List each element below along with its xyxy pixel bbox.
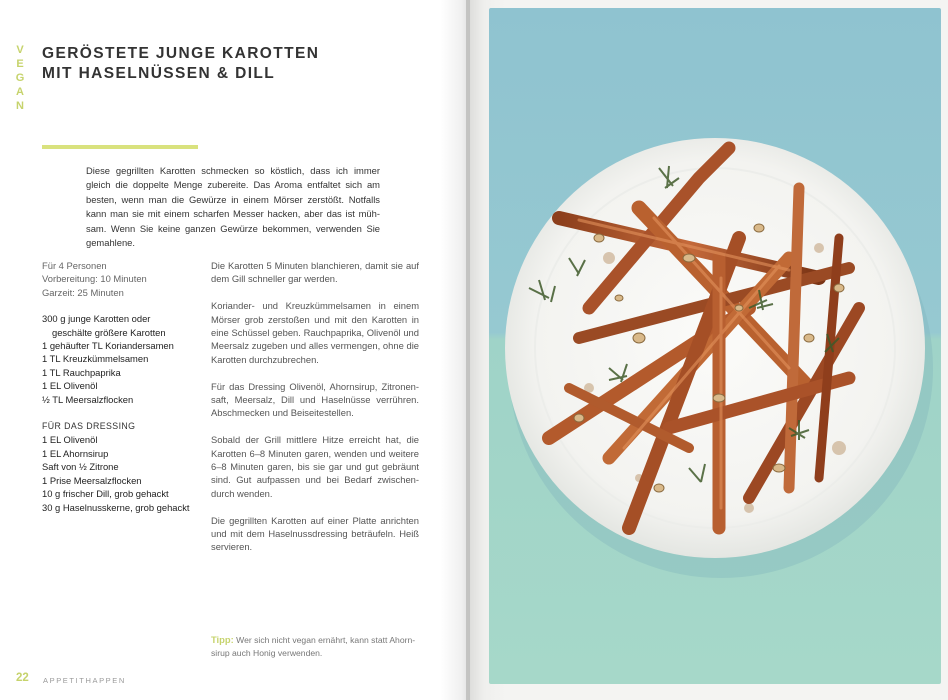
- tip-text: Wer sich nicht vegan ernährt, kann statt Ahornsirup auch Honig verwenden.: [211, 635, 416, 658]
- recipe-title: [42, 44, 422, 84]
- dressing-salt: 1 Prise Meersalzflocken: [42, 474, 142, 486]
- title-divider: [42, 145, 198, 149]
- ingredient-paprika: 1 TL Rauchpaprika: [42, 366, 121, 378]
- dressing-lemon: Saft von ½ Zitrone: [42, 461, 119, 473]
- ingredient-carrots: 300 g junge Karotten oder: [42, 313, 151, 325]
- food-photo: [489, 8, 941, 684]
- ingredient-carrots-cont: geschälte größere Karotten: [52, 326, 166, 338]
- dressing-hazelnuts: 30 g Haselnusskerne, grob gehackt: [42, 501, 190, 513]
- cook-time: Garzeit: 25 Minuten: [42, 286, 124, 298]
- dressing-dill: 10 g frischer Dill, grob gehackt: [42, 488, 169, 500]
- prep-time: Vorbereitung: 10 Minuten: [42, 273, 147, 285]
- method-step: Sobald der Grill mittlere Hitze erreicht hat, die Karotten 6–8 Minuten garen, wenden und weitere 6–8 Minuten garen, bis sie gar und gut gebräunt sind. Gut aufpassen und bei Bedarf zwischendurch wenden.: [211, 434, 419, 499]
- method-step: Für das Dressing Olivenöl, Ahornsirup, Zitronensaft, Meersalz, Dill und Haselnüsse verrühren. Abschmecken und Beiseitestellen.: [211, 380, 419, 419]
- dressing-maple: 1 EL Ahornsirup: [42, 447, 109, 459]
- ingredient-coriander: 1 gehäufter TL Koriandersamen: [42, 340, 174, 352]
- dressing-olive-oil: 1 EL Olivenöl: [42, 434, 98, 446]
- tip-label: Tipp:: [211, 634, 234, 645]
- recipe-title-line-1: GERÖSTETE JUNGE KAROTTEN: [42, 45, 320, 62]
- recipe-title-line-2: MIT HASELNÜSSEN & DILL: [42, 65, 276, 82]
- vegan-side-tag: VEGAN: [14, 44, 26, 114]
- recipe-intro: Diese gegrillten Karotten schmecken so köstlich, dass ich immer gleich die doppelte Menge zubereite. Das Aroma entfaltet sich am besten, wenn man die Gewürze in einem Mörser zerstößt. Notfalls kann man sie mit einem scharfen Messer hacken, aber das ist mühsam. Wenn Sie keine ganzen Gewürze bekommen, verwenden Sie gemahlene.: [86, 165, 380, 249]
- ingredient-salt: ½ TL Meersalzflocken: [42, 393, 134, 405]
- plate-illustration: [489, 8, 941, 684]
- dressing-heading: FÜR DAS DRESSING: [42, 421, 136, 432]
- ingredient-cumin: 1 TL Kreuzkümmelsamen: [42, 353, 149, 365]
- ingredient-list: [42, 312, 202, 514]
- book-gutter-shadow: [440, 0, 470, 700]
- running-head: APPETITHAPPEN: [43, 676, 126, 685]
- method-step: Die gegrillten Karotten auf einer Platte anrichten und mit dem Haselnussdressing beträufeln. Heiß servieren.: [211, 514, 419, 553]
- servings: Für 4 Personen: [42, 260, 107, 271]
- method-step: Koriander- und Kreuzkümmelsamen in einem Mörser grob zerstoßen und mit den Karotten in eine Schüssel geben. Rauchpaprika, Olivenöl und Meersalz zugeben und alles vermengen, ohne die Karotten durchzubrechen.: [211, 300, 419, 365]
- page-number: 22: [16, 672, 29, 684]
- left-page: [0, 0, 466, 700]
- ingredients-column: [42, 259, 202, 514]
- tip-box: [211, 633, 421, 660]
- method-step: Die Karotten 5 Minuten blanchieren, damit sie auf dem Gill schneller gar werden.: [211, 260, 419, 285]
- method-column: [211, 259, 419, 567]
- ingredient-olive-oil: 1 EL Olivenöl: [42, 380, 98, 392]
